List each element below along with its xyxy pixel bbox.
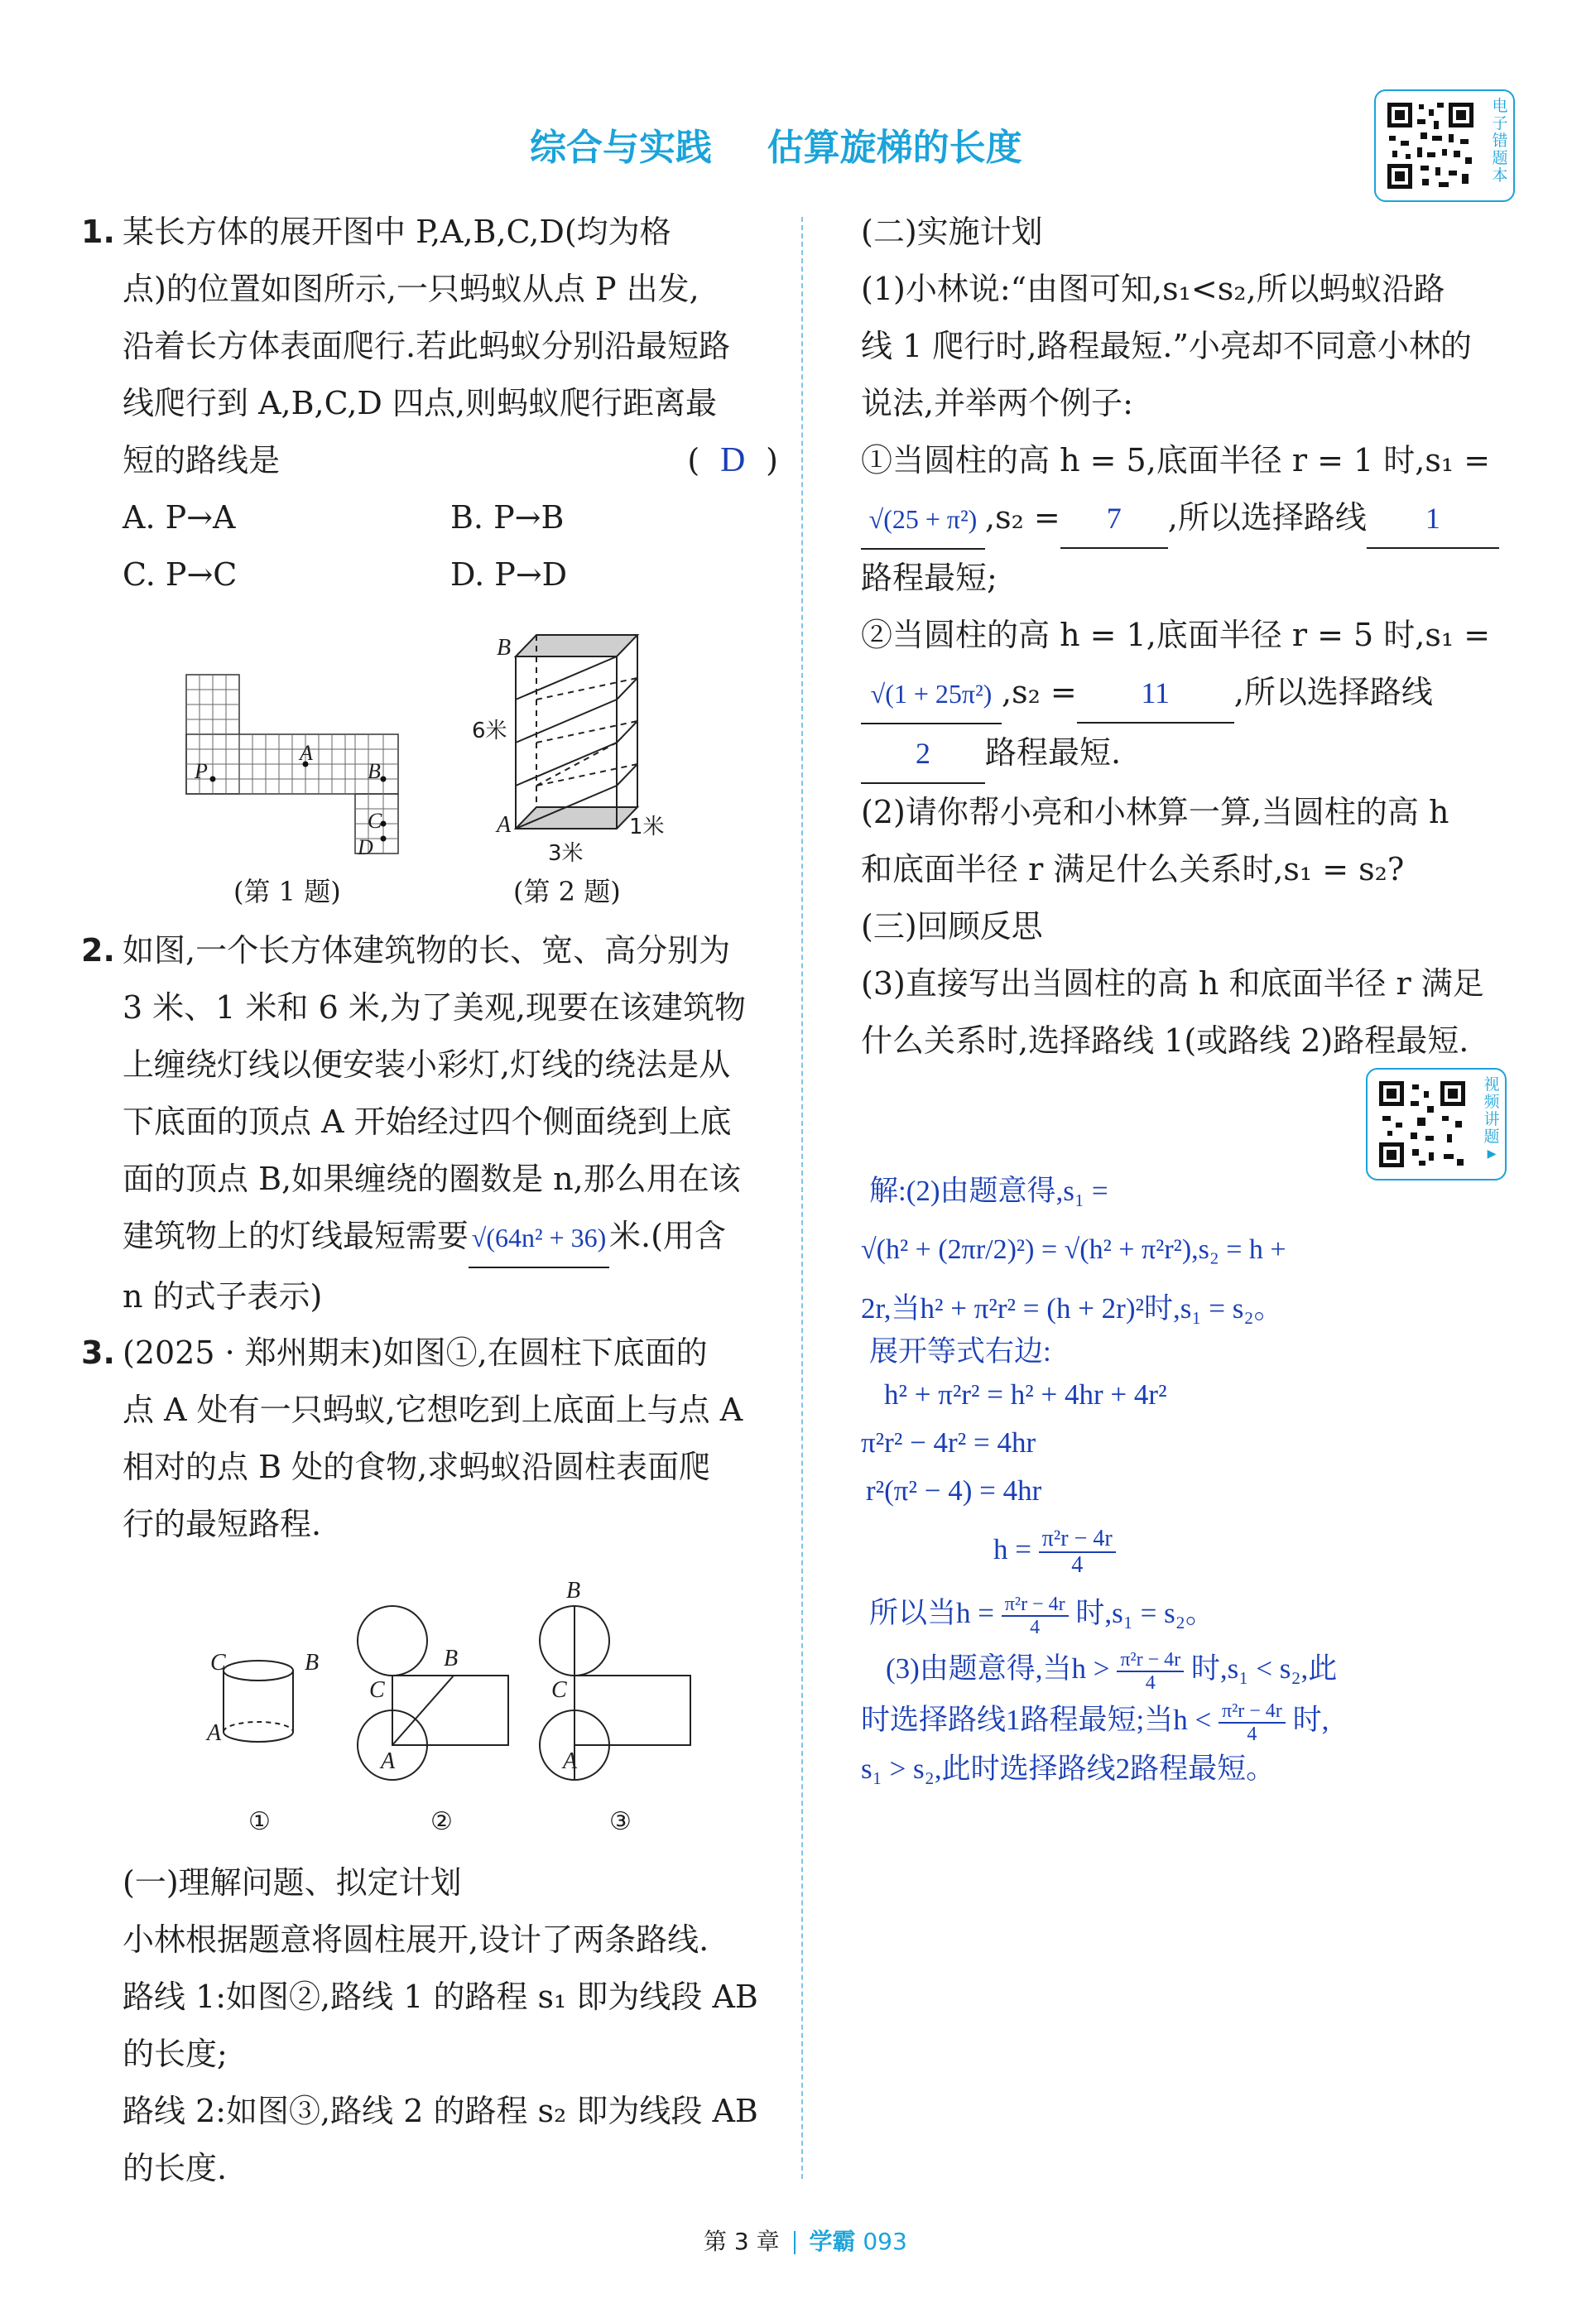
sol-line-11 <box>861 1695 1540 1745</box>
sol-line-10 <box>861 1642 1540 1695</box>
q3-line: 行的最短路程. <box>123 1506 322 1542</box>
ex1-line1: ①当圆柱的高 h = 5,底面半径 r = 1 时,s₁ = <box>861 442 1491 478</box>
p1-line: (1)小林说:“由图可知,s₁<s₂,所以蚂蚁沿路 <box>861 271 1445 307</box>
qr-label-video-text: 视频讲题 <box>1483 1075 1500 1146</box>
sol-line9-pre: 所以当h = <box>869 1597 994 1629</box>
fig2-label-width: 1米 <box>629 815 665 839</box>
fig3-3-label-c: C <box>551 1677 567 1703</box>
qr-label-video <box>1482 1076 1502 1163</box>
sol-fraction <box>1219 1700 1286 1745</box>
sol-h-eq: h = <box>993 1533 1031 1565</box>
sol-line: h² + π²r² = h² + 4hr + 4r² <box>884 1378 1167 1411</box>
fig2-label-height: 6米 <box>472 719 507 743</box>
footer-brand: 学霸 <box>809 2228 856 2255</box>
page-title <box>530 118 1022 171</box>
part1-title: (一)理解问题、拟定计划 <box>123 1864 462 1901</box>
fig3-caption-2: ② <box>430 1807 453 1836</box>
q3-line: 相对的点 B 处的食物,求蚂蚁沿圆柱表面爬 <box>123 1449 711 1485</box>
sol-fraction <box>1039 1527 1116 1578</box>
q1-line: 线爬行到 A,B,C,D 四点,则蚂蚁爬行距离最 <box>123 385 718 421</box>
q2-line: 上缠绕灯线以便安装小彩灯,灯线的绕法是从 <box>123 1046 731 1083</box>
figure-1-grid-net <box>166 662 414 869</box>
fig1-caption: (第 1 题) <box>233 876 341 907</box>
fig1-label-c: C <box>368 809 382 833</box>
q1-options <box>83 489 778 603</box>
qr-icon <box>1376 1078 1469 1171</box>
sol-line: 解:(2)由题意得,s₁ = <box>869 1175 1108 1207</box>
qr-code-video[interactable] <box>1366 1068 1507 1181</box>
sol-line9-post: 时,s₁ = s₂。 <box>1075 1597 1214 1629</box>
fig2-label-b: B <box>497 635 512 661</box>
right-column <box>861 204 1523 1070</box>
p3-line: (3)直接写出当圆柱的高 h 和底面半径 r 满足 <box>861 965 1484 1002</box>
sol-line11-post: 时, <box>1292 1704 1329 1736</box>
q2-line: 面的顶点 B,如果缠绕的圈数是 n,那么用在该 <box>123 1161 741 1197</box>
sol-line-h <box>861 1515 1540 1584</box>
fig2-label-length: 3米 <box>548 841 584 866</box>
frac-den: 4 <box>1030 1616 1041 1638</box>
ex2-route-answer: 2 <box>861 725 985 784</box>
ex2-s1-answer: √(1 + 25π²) <box>861 666 1002 724</box>
frac-num: π²r − 4r <box>1002 1594 1069 1617</box>
ex2-s2-answer: 11 <box>1077 665 1234 724</box>
question-3-plan <box>83 1854 778 2197</box>
fig1-label-d: D <box>358 835 373 859</box>
q1-answer: D <box>720 441 746 479</box>
footer-page-number: 093 <box>863 2228 907 2255</box>
p2-line: (2)请你帮小亮和小林算一算,当圆柱的高 h <box>861 794 1449 830</box>
footer-chapter: 第 3 章 <box>704 2228 780 2255</box>
figure-3-cylinder-nets <box>190 1556 737 1854</box>
q2-answer: √(64n² + 36) <box>469 1209 609 1268</box>
question-3-number: 3. <box>81 1334 115 1371</box>
column-divider <box>801 217 803 2179</box>
q1-answer-bracket: ( D ) <box>687 432 778 489</box>
q2-line: 下底面的顶点 A 开始经过四个侧面绕到上底 <box>123 1104 732 1140</box>
q1-line-text: 短的路线是 <box>123 442 281 478</box>
figure-2-cuboid <box>464 625 728 873</box>
sol-line10-post: 时,s₁ < s₂,此 <box>1190 1652 1338 1685</box>
part1-line: 路线 1:如图②,路线 1 的路程 s₁ 即为线段 AB <box>123 1979 758 2015</box>
q2-line: 3 米、1 米和 6 米,为了美观,现要在该建筑物 <box>123 989 747 1026</box>
qr-icon <box>1384 99 1477 192</box>
solution <box>861 1167 1540 1793</box>
q1-line: 某长方体的展开图中 P,A,B,C,D(均为格 <box>123 214 671 250</box>
q2-line-answer <box>83 1208 778 1268</box>
q2-line-pre: 建筑物上的灯线最短需要 <box>123 1218 469 1254</box>
option-d: D. P→D <box>450 556 568 593</box>
frac-den: 4 <box>1071 1551 1084 1578</box>
fig3-1-label-a: A <box>207 1720 222 1746</box>
part3-title: (三)回顾反思 <box>861 908 1043 945</box>
part1-line: 的长度; <box>123 2036 228 2072</box>
sol-line: 展开等式右边: <box>869 1335 1051 1368</box>
qr-code-errorbook[interactable] <box>1374 89 1515 202</box>
sol-line10-pre: (3)由题意得,当h > <box>886 1652 1110 1685</box>
question-1-number: 1. <box>81 214 115 250</box>
play-icon: ▶ <box>1487 1147 1497 1161</box>
ex2-mid: ,s₂ = <box>1002 674 1077 710</box>
fig2-label-a: A <box>497 812 512 838</box>
sol-line: √(h² + (2πr/2)²) = √(h² + π²r²),s₂ = h + <box>861 1234 1286 1265</box>
ex2-line1: ②当圆柱的高 h = 1,底面半径 r = 5 时,s₁ = <box>861 617 1491 653</box>
option-c: C. P→C <box>123 556 238 593</box>
q1-line: 沿着长方体表面爬行.若此蚂蚁分别沿最短路 <box>123 328 731 364</box>
footer-divider <box>794 2231 796 2254</box>
frac-num: π²r − 4r <box>1117 1649 1184 1672</box>
part1-line: 小林根据题意将圆柱展开,设计了两条路线. <box>123 1921 709 1958</box>
sol-line: s₁ > s₂,此时选择路线2路程最短。 <box>861 1753 1276 1785</box>
fig1-label-b: B <box>368 759 381 783</box>
fig3-2-label-b: B <box>444 1646 459 1671</box>
ex1-s1-answer: √(25 + π²) <box>861 491 985 550</box>
sol-fraction <box>1002 1594 1069 1638</box>
question-3 <box>83 1325 778 1553</box>
option-b: B. P→B <box>450 499 565 536</box>
title-left: 综合与实践 <box>530 127 712 169</box>
fig3-caption-1: ① <box>248 1807 271 1836</box>
fig3-2-label-a: A <box>381 1748 396 1774</box>
ex1-route-answer: 1 <box>1367 490 1499 549</box>
q3-line: 点 A 处有一只蚂蚁,它想吃到上底面上与点 A <box>123 1392 743 1428</box>
frac-den: 4 <box>1145 1671 1156 1694</box>
p2-line: 和底面半径 r 满足什么关系时,s₁ = s₂? <box>861 851 1405 887</box>
sol-line: r²(π² − 4) = 4hr <box>866 1474 1042 1507</box>
ex1-end: 路程最短; <box>861 560 997 596</box>
q1-line-last <box>83 432 778 489</box>
part1-line: 的长度. <box>123 2150 228 2186</box>
question-2-number: 2. <box>81 932 115 969</box>
option-a: A. P→A <box>123 499 236 536</box>
q3-line: (2025 · 郑州期末)如图①,在圆柱下底面的 <box>123 1334 708 1371</box>
ex1-s2-answer: 7 <box>1060 490 1168 549</box>
part2-title: (二)实施计划 <box>861 214 1043 250</box>
q2-line: 如图,一个长方体建筑物的长、宽、高分别为 <box>123 932 731 969</box>
sol-line: π²r² − 4r² = 4hr <box>861 1426 1036 1459</box>
p3-line: 什么关系时,选择路线 1(或路线 2)路程最短. <box>861 1022 1469 1059</box>
fig3-caption-3: ③ <box>609 1807 632 1836</box>
fig3-1-label-c: C <box>210 1650 226 1676</box>
title-right: 估算旋梯的长度 <box>767 127 1022 169</box>
qr-label-errorbook: 电子错题本 <box>1492 97 1508 185</box>
ex2-mid2: ,所以选择路线 <box>1233 674 1433 710</box>
fig3-3-label-b: B <box>566 1578 581 1604</box>
sol-line11-pre: 时选择路线1路程最短;当h < <box>861 1704 1212 1736</box>
ex2-line2 <box>861 664 1523 724</box>
fig3-3-label-a: A <box>563 1748 578 1774</box>
frac-num: π²r − 4r <box>1219 1700 1286 1724</box>
sol-fraction <box>1117 1649 1184 1694</box>
fig3-2-label-c: C <box>369 1677 385 1703</box>
fig1-label-p: P <box>195 759 208 783</box>
sol-line-9 <box>861 1584 1540 1642</box>
question-2 <box>83 922 778 1325</box>
frac-num: π²r − 4r <box>1039 1527 1116 1553</box>
q2-line-post: 米.(用含 <box>609 1218 726 1254</box>
sol-line: 2r,当h² + π²r² = (h + 2r)²时,s₁ = s₂。 <box>861 1292 1283 1325</box>
ex1-mid2: ,所以选择路线 <box>1167 499 1367 536</box>
q2-line: n 的式子表示) <box>123 1278 323 1315</box>
fig2-caption: (第 2 题) <box>513 876 621 907</box>
ex2-line3 <box>861 724 1523 784</box>
p1-line: 说法,并举两个例子: <box>861 385 1133 421</box>
part1-line: 路线 2:如图③,路线 2 的路程 s₂ 即为线段 AB <box>123 2093 758 2129</box>
fig3-1-label-b: B <box>305 1650 320 1676</box>
p1-line: 线 1 爬行时,路程最短.”小亮却不同意小林的 <box>861 328 1472 364</box>
page-footer <box>704 2224 907 2257</box>
ex1-mid: ,s₂ = <box>985 499 1060 536</box>
q1-line: 点)的位置如图所示,一只蚂蚁从点 P 出发, <box>123 271 699 307</box>
question-1 <box>83 204 778 603</box>
ex2-end: 路程最短. <box>985 734 1122 771</box>
fig1-label-a: A <box>300 741 313 765</box>
ex1-line2 <box>861 489 1523 550</box>
frac-den: 4 <box>1247 1723 1257 1745</box>
